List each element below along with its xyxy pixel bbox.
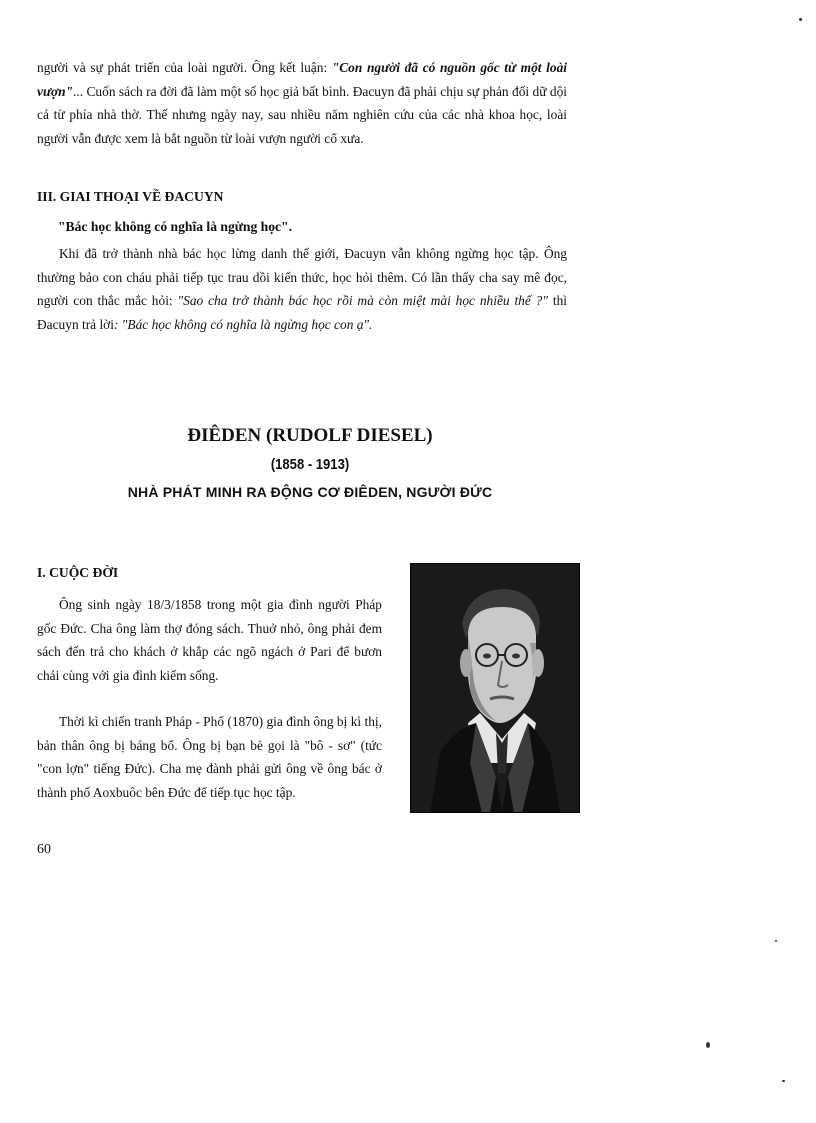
anecdote-quote-title: "Bác học không có nghĩa là ngừng học".	[58, 219, 293, 234]
continued-paragraph	[37, 56, 567, 150]
portrait-photo	[410, 563, 580, 813]
anecdote-colon: :	[113, 316, 122, 332]
anecdote-answer: "Bác học không có nghĩa là ngừng học con ạ".	[121, 316, 373, 332]
scan-speck	[775, 940, 777, 942]
life-paragraph-1: Ông sinh ngày 18/3/1858 trong một gia đình người Pháp gốc Đức. Cha ông làm thợ đóng sách. Thuở nhỏ, ông phải đem sách đến trả cho khách ở khắp các ngõ ngách ở Pari để bươn chải cùng với gia đình kiếm sống.	[37, 597, 382, 683]
scan-speck	[799, 18, 802, 21]
section-heading-anecdote: III. GIAI THOẠI VỀ ĐACUYN	[37, 189, 224, 204]
life-paragraph-2: Thời kì chiến tranh Pháp - Phổ (1870) gia đình ông bị kì thị, bản thân ông bị báng bổ. Ông bị bạn bè gọi là "bô - sơ" (tức "con lợn" tiếng Đức). Cha mẹ đành phải gửi ông về ông bác ở thành phố Aoxbuôc bên Đức để tiếp tục học tập.	[37, 714, 382, 800]
page-title: ĐIÊDEN (RUDOLF DIESEL)	[187, 425, 433, 446]
continued-quote: "Con người đã có nguồn gốc từ một loài vượn"	[37, 60, 567, 99]
anecdote-paragraph	[37, 242, 567, 336]
portrait-svg	[410, 563, 580, 813]
anecdote-question: "Sao cha trở thành bác học rồi mà còn miệt mài học nhiều thế ?"	[177, 293, 548, 308]
life-years: (1858 - 1913)	[270, 457, 350, 473]
scan-speck	[782, 1080, 785, 1082]
section-heading-life: I. CUỘC ĐỜI	[37, 565, 119, 580]
anecdote-text-a: Khi đã trở thành nhà bác học lừng danh thế giới, Đacuyn vẫn không ngừng học tập. Ông thường bảo con cháu phải tiếp tục trau dồi kiến thức, học hỏi thêm. Có lần thấy cha say mê đọc, người con thắc mắc hỏi:	[37, 246, 567, 308]
page-number: 60	[37, 842, 51, 857]
page-subtitle: NHÀ PHÁT MINH RA ĐỘNG CƠ ĐIÊDEN, NGƯỜI ĐỨC	[127, 484, 493, 500]
scan-speck	[706, 1042, 710, 1048]
anecdote-text-b: thì Đacuyn trả lời	[37, 293, 567, 332]
continued-text-a: người và sự phát triển của loài người. Ông kết luận:	[37, 60, 332, 75]
continued-text-b: ... Cuốn sách ra đời đã làm một số học giả bất bình. Đacuyn đã phải chịu sự phản đối dữ dội cả từ phía nhà thờ. Thế nhưng ngày nay, sau nhiều năm nghiên cứu của các nhà khoa học, loài người vẫn được xem là bắt nguồn từ loài vượn người cổ xưa.	[37, 83, 567, 146]
